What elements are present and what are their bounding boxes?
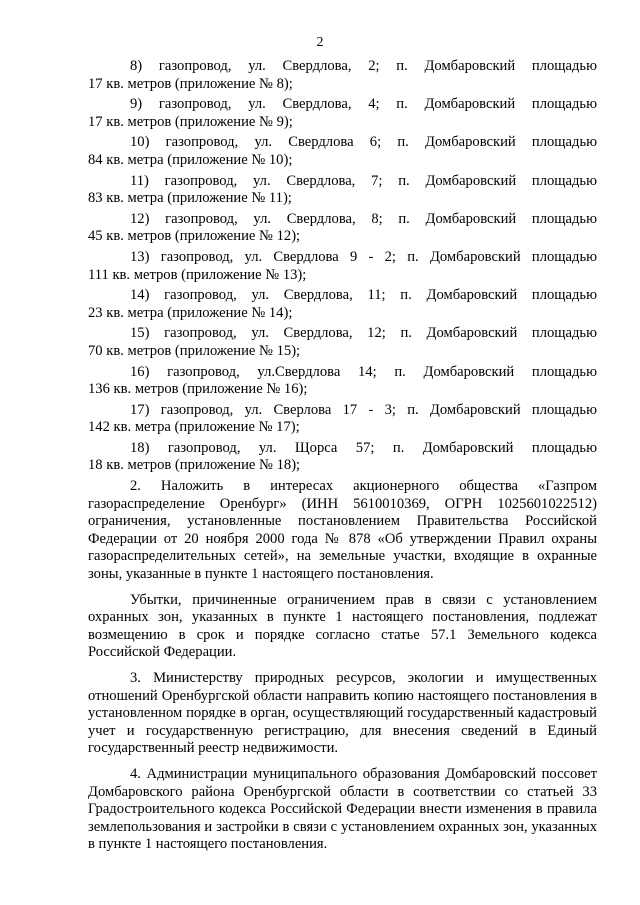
paragraph-3-ministry: 3. Министерству природных ресурсов, экологии и имущественных отношений Оренбургской области направить копию настоящего постановления в установленном порядке в орган, осуществляющий государственный кадастровый учет и государственную регистрацию, для внесения сведений в Единый государственный реестр недвижимости. (88, 670, 597, 757)
paragraph-losses: Убытки, причиненные ограничением прав в связи с установлением охранных зон, указанных в пункте 1 настоящего постановления, подлежат возмещению в срок и порядке согласно статье 57.1 Земельного кодекса Российской Федерации. (88, 591, 597, 661)
list-item (88, 325, 597, 360)
pipeline-list (88, 58, 597, 475)
paragraph-2-restrictions: 2. Наложить в интересах акционерного общества «Газпром газораспределение Оренбург» (ИНН 5610010369, ОГРН 1025601022512) ограничения, установленные постановлением Правительства Российской Федерации от 20 ноября 2000 года № 878 «Об утверждении Правил охраны газораспределительных сетей», на земельные участки, входящие в охранные зоны, указанные в пункте 1 настоящего постановления. (88, 478, 597, 583)
list-item-line1: 18) газопровод, ул. Щорса 57; п. Домбаровский площадью (130, 439, 597, 456)
list-item-line1: 10) газопровод, ул. Свердлова 6; п. Домбаровский площадью (130, 134, 597, 151)
list-item (88, 211, 597, 246)
list-item (88, 58, 597, 93)
list-item-line1: 17) газопровод, ул. Сверлова 17 - 3; п. Домбаровский площадью (130, 401, 597, 418)
list-item-line2: 17 кв. метров (приложение № 8); (88, 75, 293, 92)
list-item-line2: 142 кв. метра (приложение № 17); (88, 419, 300, 436)
list-item-line2: 84 кв. метра (приложение № 10); (88, 151, 293, 168)
list-item-line1: 11) газопровод, ул. Свердлова, 7; п. Домбаровский площадью (130, 172, 597, 189)
list-item-line2: 18 кв. метров (приложение № 18); (88, 457, 301, 474)
list-item (88, 364, 597, 399)
list-item-line2: 23 кв. метра (приложение № 14); (88, 304, 293, 321)
list-item (88, 134, 597, 169)
list-item (88, 96, 597, 131)
list-item-line1: 12) газопровод, ул. Свердлова, 8; п. Домбаровский площадью (130, 210, 597, 227)
list-item-line2: 45 кв. метров (приложение № 12); (88, 228, 301, 245)
list-item-line1: 8) газопровод, ул. Свердлова, 2; п. Домбаровский площадью (130, 58, 597, 74)
list-item (88, 287, 597, 322)
list-item-line2: 17 кв. метров (приложение № 9); (88, 113, 293, 130)
list-item-line1: 9) газопровод, ул. Свердлова, 4; п. Домбаровский площадью (130, 96, 597, 113)
list-item (88, 402, 597, 437)
list-item-line2: 70 кв. метров (приложение № 15); (88, 342, 301, 359)
list-item (88, 249, 597, 284)
list-item-line1: 15) газопровод, ул. Свердлова, 12; п. Домбаровский площадью (130, 325, 597, 342)
list-item-line1: 16) газопровод, ул.Свердлова 14; п. Домбаровский площадью (130, 363, 597, 380)
page-number: 2 (316, 35, 324, 50)
list-item-line2: 111 кв. метров (приложение № 13); (88, 266, 307, 283)
list-item-line2: 83 кв. метра (приложение № 11); (88, 190, 292, 207)
list-item-line1: 13) газопровод, ул. Свердлова 9 - 2; п. Домбаровский площадью (130, 248, 597, 265)
list-item (88, 173, 597, 208)
list-item (88, 440, 597, 475)
list-item-line2: 136 кв. метров (приложение № 16); (88, 381, 308, 398)
list-item-line1: 14) газопровод, ул. Свердлова, 11; п. Домбаровский площадью (130, 287, 597, 304)
document-body (88, 58, 597, 854)
paragraph-4-administration: 4. Администрации муниципального образования Домбаровский поссовет Домбаровского района Оренбургской области в соответствии со статьей 33 Градостроительного кодекса Российской Федерации внести изменения в правила землепользования и застройки в связи с установлением охранных зон, указанных в пункте 1 настоящего постановления. (88, 765, 597, 853)
